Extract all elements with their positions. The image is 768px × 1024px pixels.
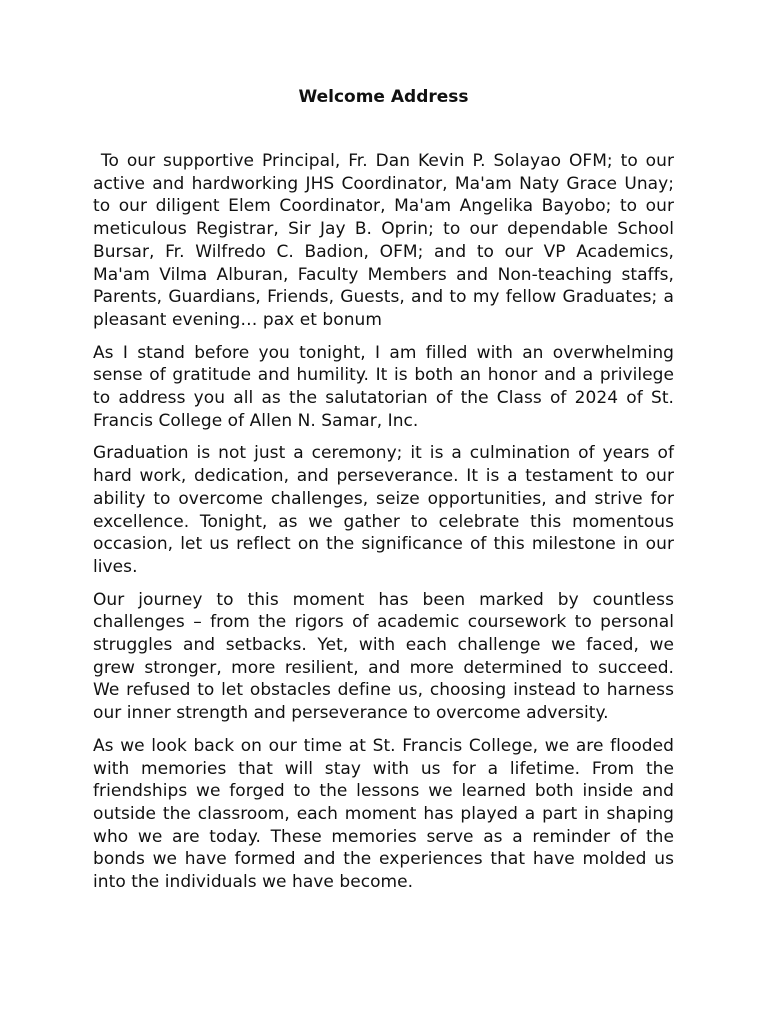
paragraph-greeting: To our supportive Principal, Fr. Dan Kevin P. Solayao OFM; to our active and hardworking JHS Coordinator, Ma'am Naty Grace Unay; to our diligent Elem Coordinator, Ma'am Angelika Bayobo; to our meticulous Registrar, Sir Jay B. Oprin; to our dependable School Bursar, Fr. Wilfredo C. Badion, OFM; and to our VP Academics, Ma'am Vilma Alburan, Faculty Members and Non-teaching staffs, Parents, Guardians, Friends, Guests, and to my fellow Graduates; a pleasant evening… pax et bonum [93,151,680,330]
paragraph-memories: As we look back on our time at St. Francis College, we are flooded with memories that will stay with us for a lifetime. From the friendships we forged to the lessons we learned both inside and outside the classroom, each moment has played a part in shaping who we are today. These memories serve as a reminder of the bonds we have formed and the experiences that have molded us into the individuals we have become. [93,735,674,893]
paragraph-journey: Our journey to this moment has been marked by countless challenges – from the rigors of academic coursework to personal struggles and setbacks. Yet, with each challenge we faced, we grew stronger, more resilient, and more determined to succeed. We refused to let obstacles define us, choosing instead to harness our inner strength and perseverance to overcome adversity. [93,589,674,724]
document-page [93,84,680,904]
paragraph-graduation: Graduation is not just a ceremony; it is a culmination of years of hard work, dedication, and perseverance. It is a testament to our ability to overcome challenges, seize opportunities, and strive for excellence. Tonight, as we gather to celebrate this momentous occasion, let us reflect on the significance of this milestone in our lives. [93,443,674,577]
paragraph-gratitude: As I stand before you tonight, I am filled with an overwhelming sense of gratitude and humility. It is both an honor and a privilege to address you all as the salutatorian of the Class of 2024 of St. Francis College of Allen N. Samar, Inc. [93,342,674,431]
document-title: Welcome Address [298,87,469,107]
